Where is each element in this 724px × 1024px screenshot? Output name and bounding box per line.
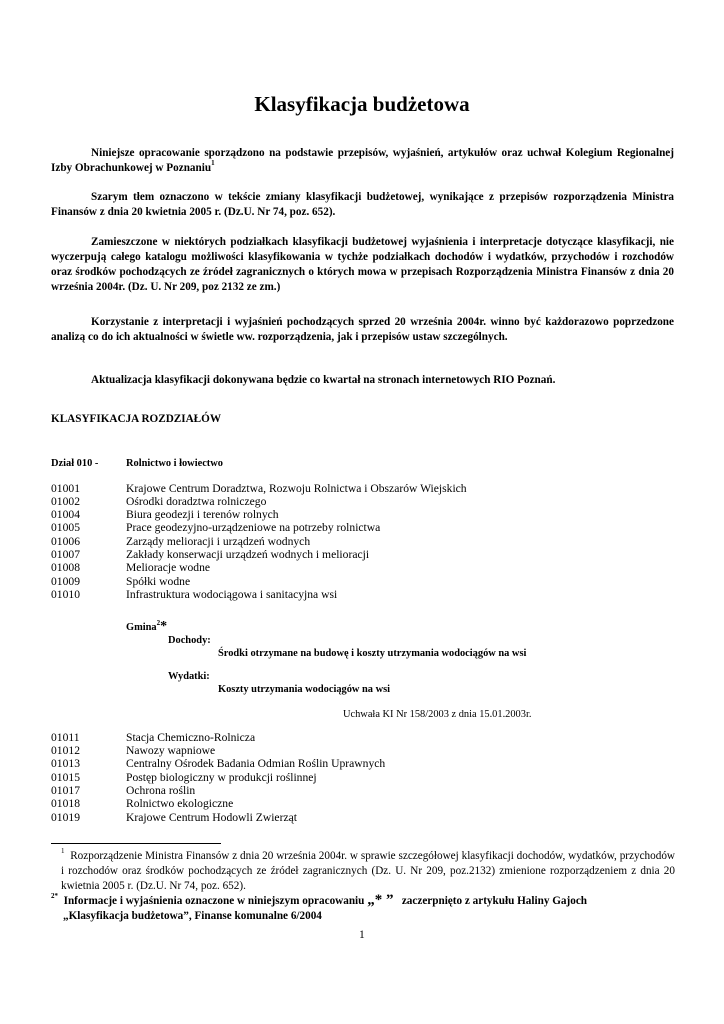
footnote-ref-1: 1 xyxy=(211,159,215,168)
dzial-code: Dział 010 - xyxy=(51,458,99,469)
page-number: 1 xyxy=(359,928,365,941)
section-heading: KLASYFIKACJA ROZDZIAŁÓW xyxy=(51,413,222,425)
page-title: Klasyfikacja budżetowa xyxy=(254,92,470,116)
document-page: Klasyfikacja budżetowa Niniejsze opracowanie sporządzono na podstawie przepisów, wyjaśnień, artykułów oraz uchwał Kolegium Regionalnej Izby Obrachunkowej w Poznaniu$^1$ Szarym tłem oznaczono w tekście zmiany klasyfikacji budżetowej, wynikające z przepisów rozporządzenia Ministra Finansów z dnia 20 kwietnia 2005 r. (Dz.U. Nr 74, poz. 652). Zamieszczone w niektórych podziałkach klasyfikacji budżetowej wyjaśnienia i interpretacje dotyczące klasyfikacji, nie wyczerpują całego katalogu możliwości klasyfikowania w tychże podziałkach dochodów i wydatków, przychodów i rozchodów oraz środków pochodzących ze źródeł zagranicznych o których mowa w przepisach Rozporządzenia Ministra Finansów z dnia 20 września 2004r. (Dz. U. Nr 209, poz 2132 ze zm.) Korzystanie z interpretacji i wyjaśnień pochodzących sprzed 20 września 2004r. winno być każdorazowo poprzedzone analizą co do ich aktualności w świetle ww. rozporządzenia, jak i przepisów ustaw szczególnych. Aktualizacja klasyfikacji dokonywana będzie co kwartał na stronach internetowych RIO Poznań. KLASYFIKACJA ROZDZIAŁÓW Dział 010 - Rolnictwo i łowiectwo 01001 Krajowe Centrum Doradztwa, Rozwoju Rolnictwa i Obszarów Wiejskich 01002 Ośrodki doradztwa rolniczego 01004 Biura geodezji i terenów rolnych 01005 Prace geodezyjno-urządzeniowe na potrzeby rolnictwa 01006 Zarządy melioracji i urządzeń wodnych 01007 Zakłady konserwacji urządzeń wodnych i melioracji 01008 Melioracje wodne 01009 Spółki wodne 01010 Infrastruktura wodociągowa i sanitacyjna wsi Gmina$^2$* Dochody: Środki otrzymane na budowę i koszty utrzymania wodociągów na wsi Wydatki: Koszty utrzymania wodociągów na wsi Uchwała KI Nr 158/2003 z dnia 15.01.2003r. 01011 Stacja Chemiczno-Rolnicza 01012 Nawozy wapniowe 01013 Centralny Ośrodek Badania Odmian Roślin Uprawnych 01015 Postęp biologiczny w produkcji roślinnej 01017 Ochrona roślin 01018 Rolnictwo ekologiczne 01019 Krajowe Centrum Hodowli Zwierząt $^1$ Rozporządzenie Ministra Finansów z dnia 20 września 2004r. w sprawie szczegółowej klasyfikacji dochodów, wydatków, przychodów i rozchodów oraz środków pochodzących ze źródeł zagranicznych (Dz. U. Nr 209, poz.2132) zmienione rozporządzeniem z dnia 20 kwietnia 2005 r. (Dz.U. Nr 74, poz. 652). $^{2*}$ Informacje i wyjaśnienia oznaczone w niniejszym opracowaniu „* ” zaczerpnięto z artykułu Haliny Gajoch „Klasyfikacja budżetowa”, Finanse komunalne 6/2004 1 xyxy=(0,0,724,1024)
wydatki-label: Wydatki: xyxy=(168,671,210,682)
uchwala-reference: Uchwała KI Nr 158/2003 z dnia 15.01.2003r. xyxy=(343,709,532,720)
intro-paragraph-3: Zamieszczone w niektórych podziałkach klasyfikacji budżetowej wyjaśnienia i interpretacje dotyczące klasyfikacji, nie wyczerpują całego katalogu możliwości klasyfikowania w tychże podziałkach dochodów i wydatków, przychodów i rozchodów oraz środków pochodzących ze źródeł zagranicznych o których mowa w przepisach Rozporządzenia Ministra Finansów z dnia 20 września 2004r. (Dz. U. Nr 209, poz 2132 ze zm.) xyxy=(51,236,674,293)
gmina-label: Gmina$^2$* xyxy=(126,618,168,634)
dochody-label: Dochody: xyxy=(168,635,211,646)
dochody-text: Środki otrzymane na budowę i koszty utrzymania wodociągów na wsi xyxy=(218,648,527,659)
footnote-2: $^{2*}$ Informacje i wyjaśnienia oznaczone w niniejszym opracowaniu „* ” zaczerpnięto z artykułu Haliny Gajoch xyxy=(51,892,588,908)
dzial-name: Rolnictwo i łowiectwo xyxy=(126,458,223,469)
footnote-divider xyxy=(51,843,221,844)
intro-paragraph-4: Korzystanie z interpretacji i wyjaśnień pochodzących sprzed 20 września 2004r. winno być każdorazowo poprzedzone analizą co do ich aktualności w świetle ww. rozporządzenia, jak i przepisów ustaw szczególnych. xyxy=(51,316,674,343)
footnote-2-line2: „Klasyfikacja budżetowa”, Finanse komunalne 6/2004 xyxy=(63,910,322,922)
intro-paragraph-2: Szarym tłem oznaczono w tekście zmiany klasyfikacji budżetowej, wynikające z przepisów rozporządzenia Ministra Finansów z dnia 20 kwietnia 2005 r. (Dz.U. Nr 74, poz. 652). xyxy=(51,191,674,218)
intro-paragraph-5: Aktualizacja klasyfikacji dokonywana będzie co kwartał na stronach internetowych RIO Poznań. xyxy=(91,374,556,386)
wydatki-text: Koszty utrzymania wodociągów na wsi xyxy=(218,684,391,695)
footnote-1: $^1$ Rozporządzenie Ministra Finansów z dnia 20 września 2004r. w sprawie szczegółowej klasyfikacji dochodów, wydatków, przychodów i rozchodów oraz środków pochodzących ze źródeł zagranicznych (Dz. U. Nr 209, poz.2132) zmienione rozporządzeniem z dnia 20 kwietnia 2005 r. (Dz.U. Nr 74, poz. 652). xyxy=(61,847,675,892)
intro-paragraph-1: Niniejsze opracowanie sporządzono na podstawie przepisów, wyjaśnień, artykułów oraz uchwał Kolegium Regionalnej Izby Obrachunkowej w Poznaniu$^1$ xyxy=(51,147,674,174)
